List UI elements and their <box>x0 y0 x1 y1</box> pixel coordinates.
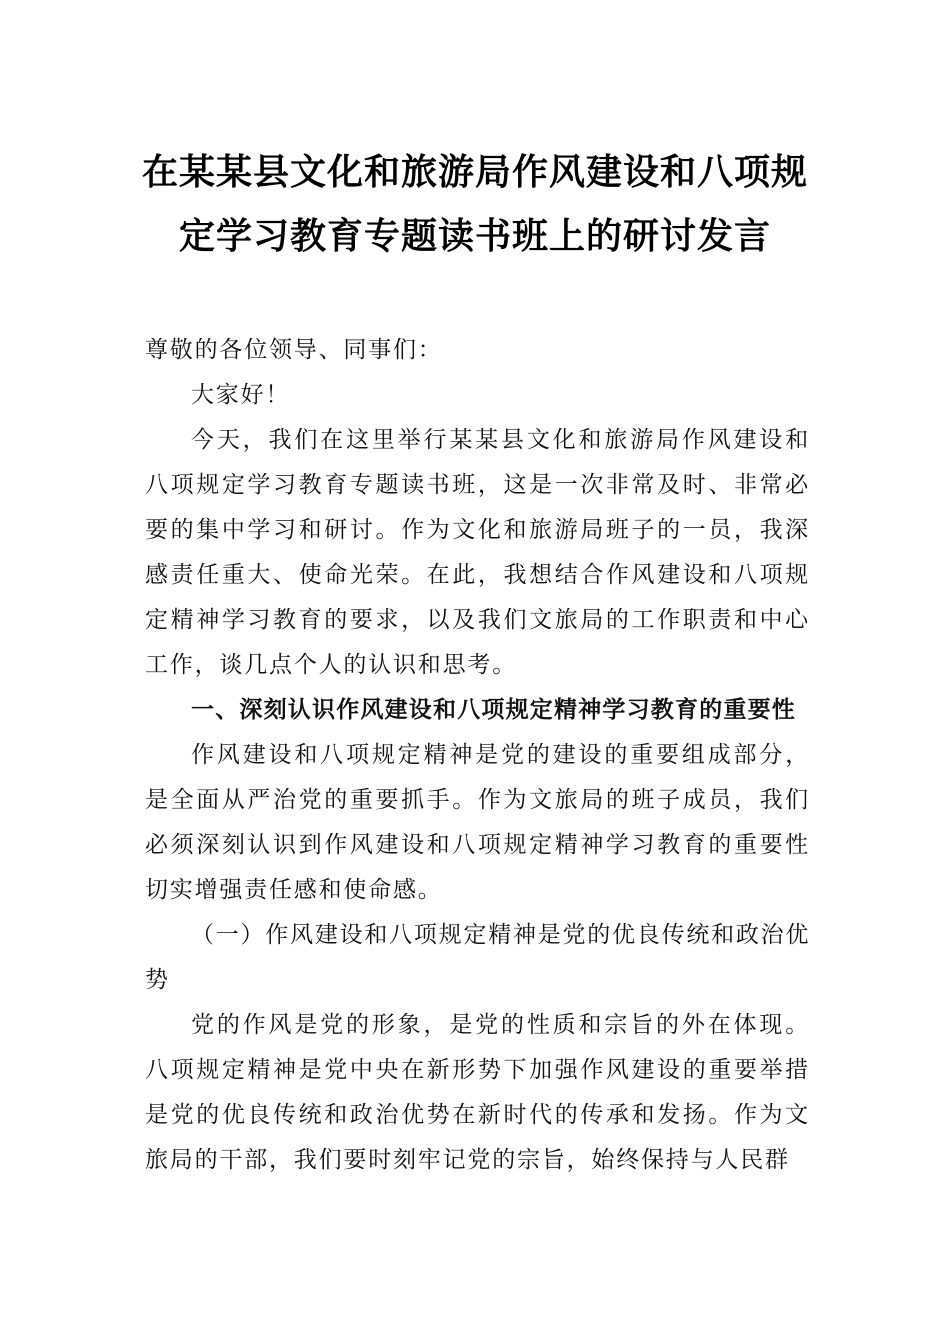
document-body <box>145 328 810 1183</box>
section-1-heading: 一、深刻认识作风建设和八项规定精神学习教育的重要性 <box>191 697 796 723</box>
title-line-2: 定学习教育专题读书班上的研讨发言 <box>178 215 771 257</box>
section-1-paragraph: 作风建设和八项规定精神是党的建设的重要组成部分，是全面从严治党的重要抓手。作为文旅局的班子成员，我们必须深刻认识到作风建设和八项规定精神学习教育的重要性切实增强责任感和使命感。 <box>145 742 810 903</box>
greeting: 大家好！ <box>191 382 291 408</box>
document-title <box>140 140 810 268</box>
salutation: 尊敬的各位领导、同事们： <box>145 337 443 363</box>
title-line-1: 在某某县文化和旅游局作风建设和八项规 <box>141 151 808 193</box>
subsection-1-heading: （一）作风建设和八项规定精神是党的优良传统和政治优势 <box>145 922 810 993</box>
subsection-1-paragraph: 党的作风是党的形象，是党的性质和宗旨的外在体现。八项规定精神是党中央在新形势下加强作风建设的重要举措是党的优良传统和政治优势在新时代的传承和发扬。作为文旅局的干部，我们要时刻牢记党的宗旨，始终保持与人民群 <box>145 1012 810 1173</box>
intro-paragraph: 今天，我们在这里举行某某县文化和旅游局作风建设和八项规定学习教育专题读书班，这是一次非常及时、非常必要的集中学习和研讨。作为文化和旅游局班子的一员，我深感责任重大、使命光荣。在此，我想结合作风建设和八项规定精神学习教育的要求，以及我们文旅局的工作职责和中心工作，谈几点个人的认识和思考。 <box>145 427 810 678</box>
